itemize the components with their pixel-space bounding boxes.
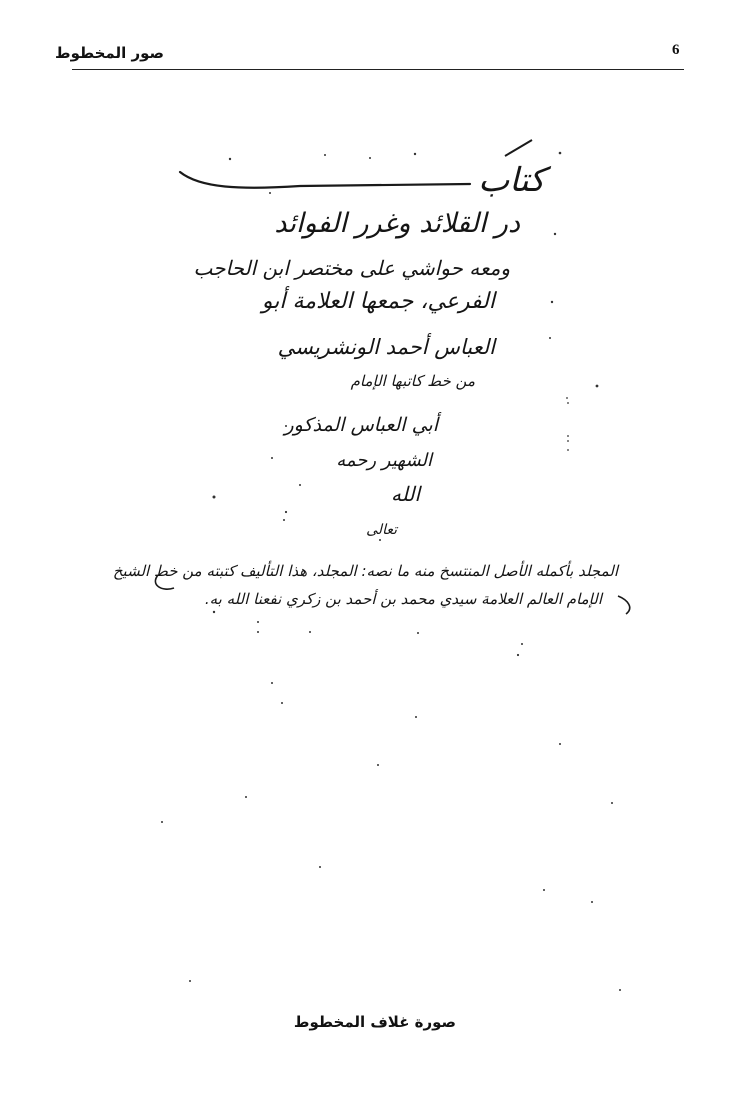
page-number: 6 — [672, 42, 680, 58]
manuscript-note-line: الإمام العالم العلامة سيدي محمد بن أحمد بن زكري نفعنا الله به. — [204, 590, 602, 608]
manuscript-line: تعالى — [366, 522, 397, 538]
running-title: صور المخطوط — [55, 44, 164, 62]
manuscript-line-title: در القلائد وغرر الفوائد — [274, 208, 520, 239]
manuscript-line: أبي العباس المذكور — [284, 414, 438, 436]
manuscript-line: الفرعي، جمعها العلامة أبو — [261, 289, 495, 314]
manuscript-line: الشهير رحمه — [336, 450, 432, 471]
figure-caption: صورة غلاف المخطوط — [293, 1013, 457, 1031]
manuscript-line-kitab: كتاب — [478, 160, 545, 199]
manuscript-line: ومعه حواشي على مختصر ابن الحاجب — [193, 256, 510, 280]
manuscript-line: من خط كاتبها الإمام — [350, 372, 475, 390]
manuscript-line: العباس أحمد الونشريسي — [277, 335, 495, 359]
manuscript-line: الله — [391, 482, 420, 506]
manuscript-note-line: المجلد بأكمله الأصل المنتسخ منه ما نصه: المجلد، هذا التأليف كتبته من خط الشيخ — [112, 562, 618, 580]
